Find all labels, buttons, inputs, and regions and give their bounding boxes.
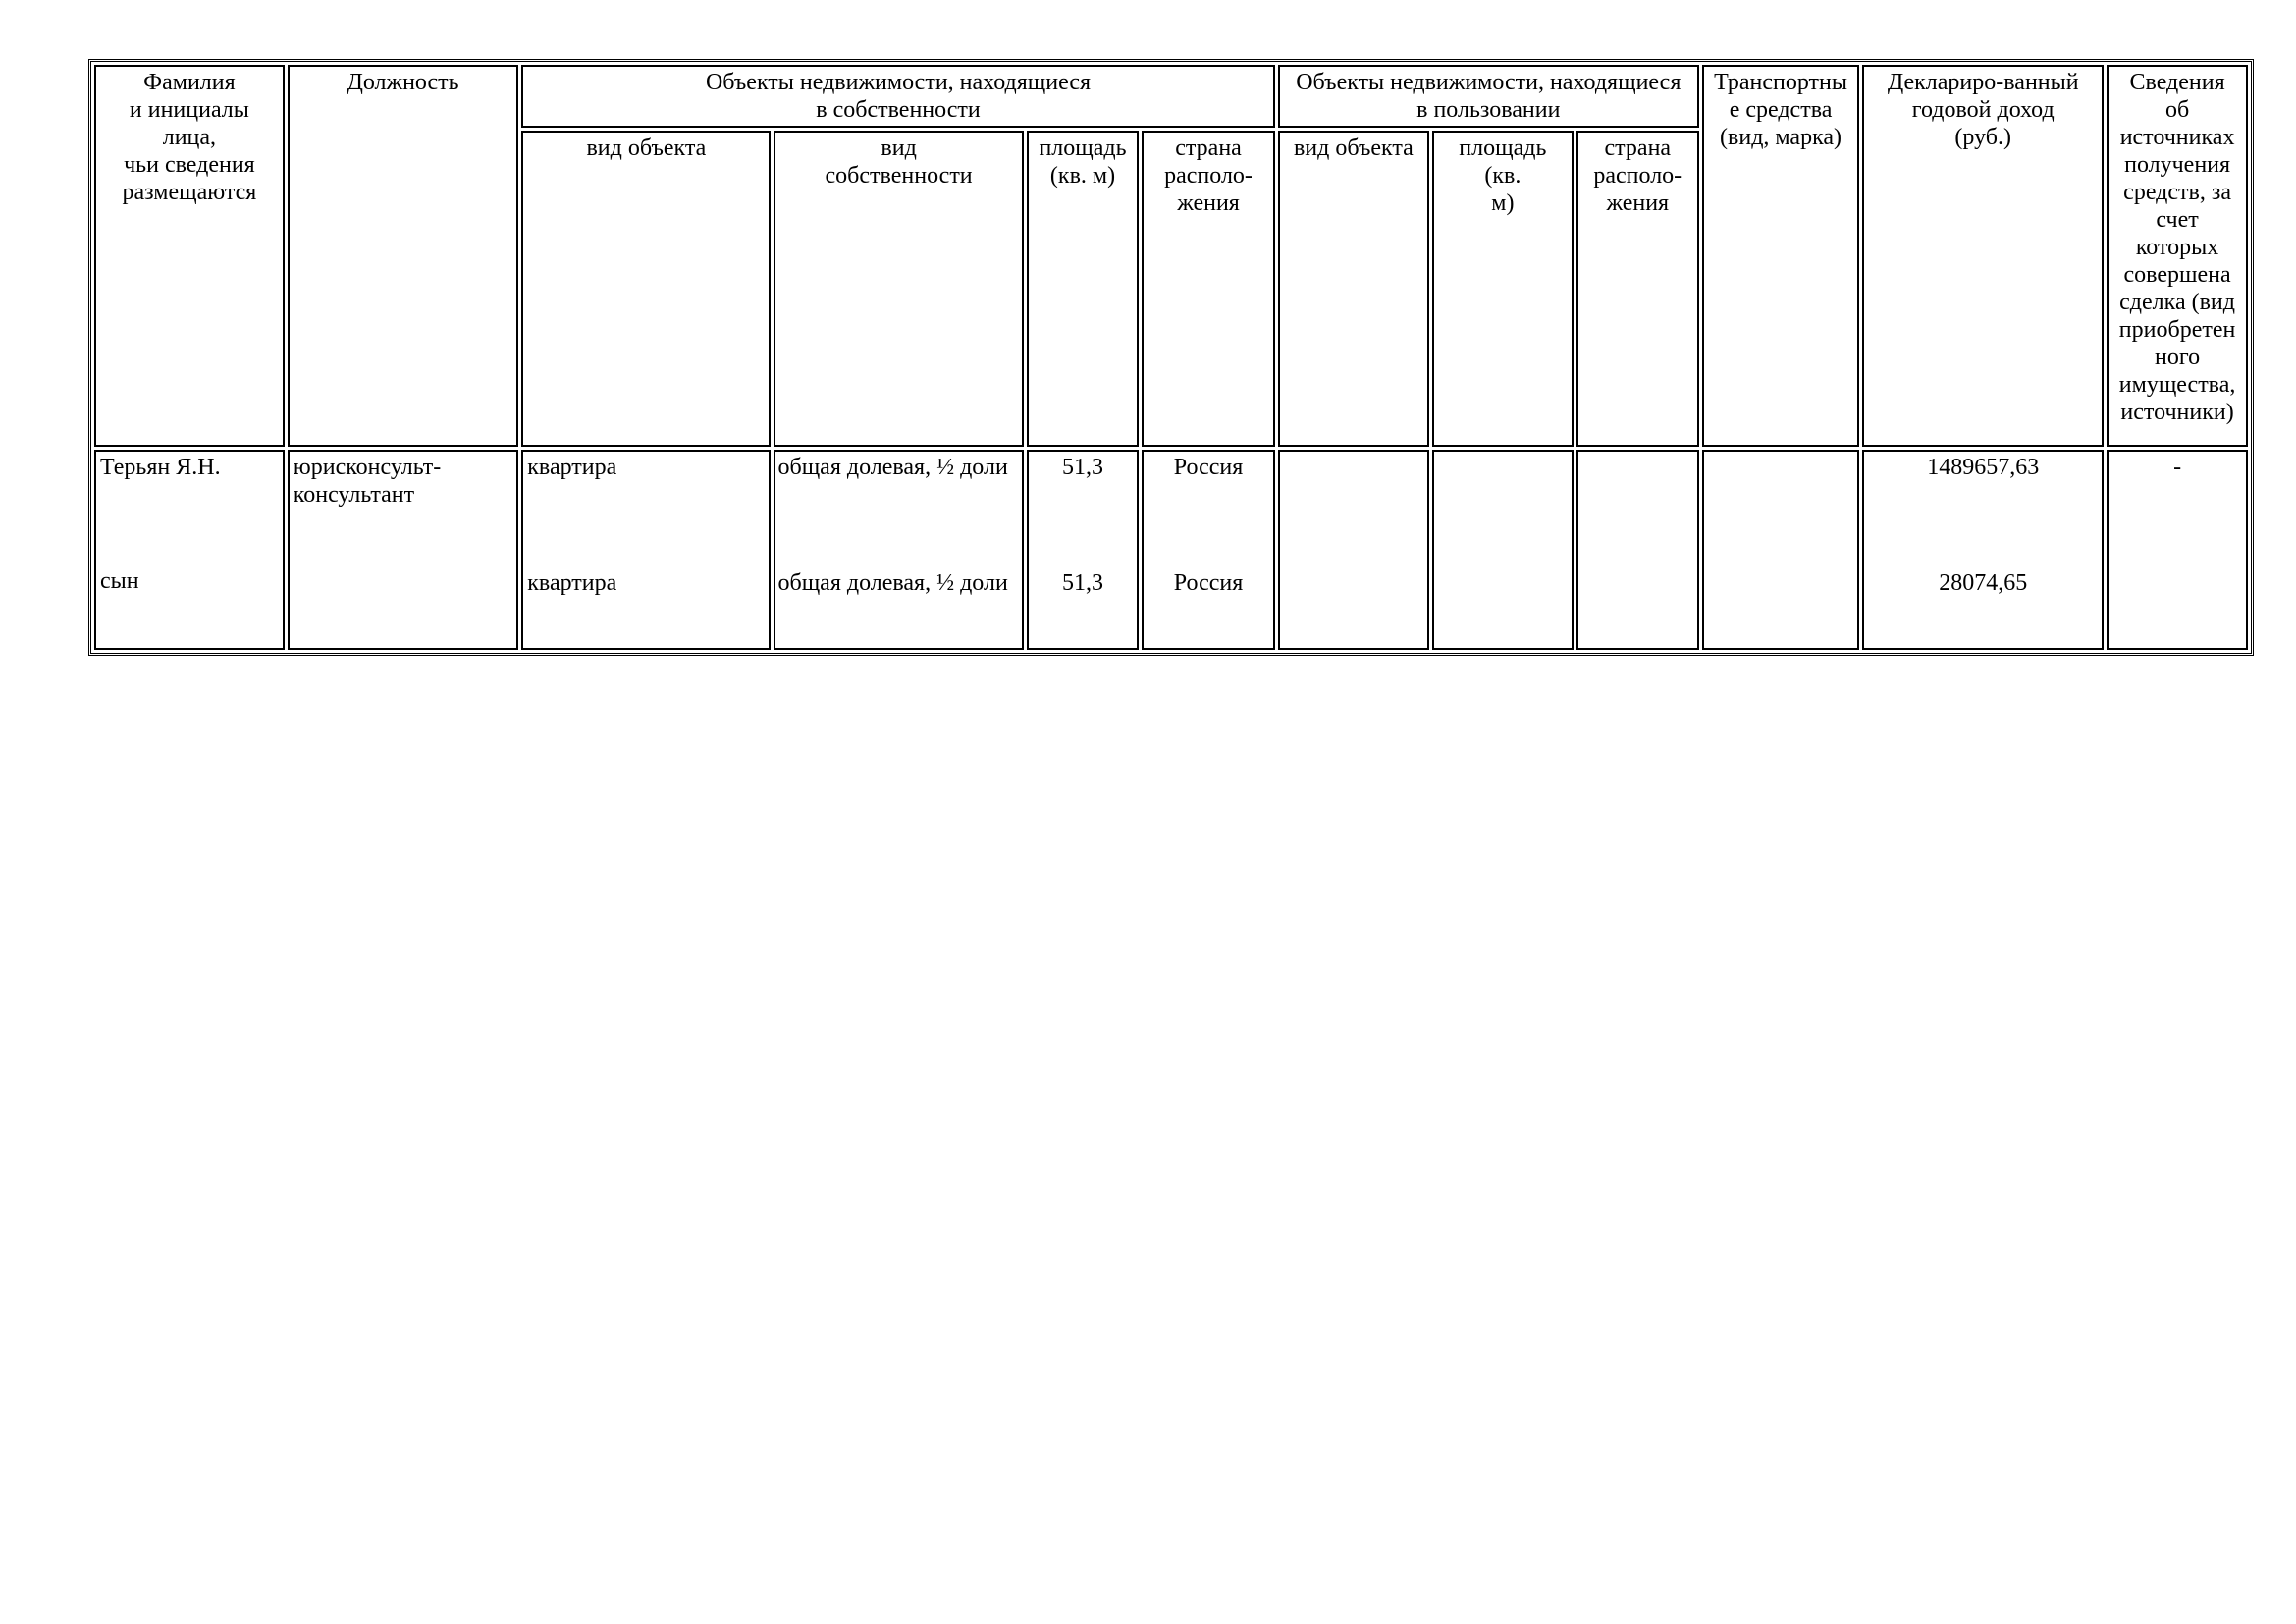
declaration-sheet (88, 59, 2254, 656)
entry-owned-area: 51,3 (1062, 455, 1103, 480)
entry-used-type (1284, 454, 1423, 569)
header-name: Фамилия и инициалы лица, чьи сведения размещаются (94, 65, 285, 447)
entry-name: сын (100, 568, 139, 594)
cell-used-area (1432, 450, 1574, 650)
entry-owned-type: квартира (527, 570, 617, 596)
cell-transport (1702, 450, 1859, 650)
header-used-type: вид объекта (1278, 131, 1429, 447)
entry-sources: - (2173, 455, 2182, 480)
entry-position: юрисконсульт- консультант (293, 455, 442, 508)
table-row (94, 450, 2248, 650)
entry-transport (1708, 454, 1853, 569)
header-used-area: площадь (кв. м) (1432, 131, 1574, 447)
entry-name: Терьян Я.Н. (100, 455, 221, 480)
header-owned-country: страна располо- жения (1142, 131, 1274, 447)
entry-income: 1489657,63 (1927, 455, 2040, 480)
entry-used-country (1582, 454, 1693, 569)
cell-used-country (1576, 450, 1699, 650)
cell-owned-type (521, 450, 771, 650)
cell-income (1862, 450, 2104, 650)
header-owned-area: площадь (кв. м) (1027, 131, 1140, 447)
header-row-top (94, 65, 2248, 128)
declaration-table (88, 59, 2254, 656)
cell-used-type (1278, 450, 1429, 650)
header-position: Должность (288, 65, 518, 447)
header-used-group: Объекты недвижимости, находящиеся в пользовании (1278, 65, 1699, 128)
header-income: Деклариро-ванный годовой доход (руб.) (1862, 65, 2104, 447)
header-used-country: страна располо- жения (1576, 131, 1699, 447)
header-sources: Сведения об источниках получения средств, за счет которых совершена сделка (вид приобретен ного имущества, источники) (2107, 65, 2248, 447)
cell-owned-ownership (774, 450, 1023, 650)
entry-owned-ownership: общая долевая, ½ доли (777, 455, 1008, 480)
entry-owned-ownership: общая долевая, ½ доли (777, 570, 1008, 596)
header-owned-ownership: вид собственности (774, 131, 1023, 447)
cell-owned-country (1142, 450, 1274, 650)
header-owned-type: вид объекта (521, 131, 771, 447)
entry-owned-area: 51,3 (1062, 570, 1103, 596)
cell-owned-area (1027, 450, 1140, 650)
entry-used-area (1438, 454, 1568, 569)
entry-owned-type: квартира (527, 455, 617, 480)
entry-income: 28074,65 (1939, 570, 2028, 596)
header-owned-group: Объекты недвижимости, находящиеся в собственности (521, 65, 1275, 128)
cell-sources (2107, 450, 2248, 650)
cell-position (288, 450, 518, 650)
cell-name (94, 450, 285, 650)
entry-owned-country: Россия (1173, 570, 1244, 596)
entry-owned-country: Россия (1173, 455, 1244, 480)
header-transport: Транспортны е средства (вид, марка) (1702, 65, 1859, 447)
